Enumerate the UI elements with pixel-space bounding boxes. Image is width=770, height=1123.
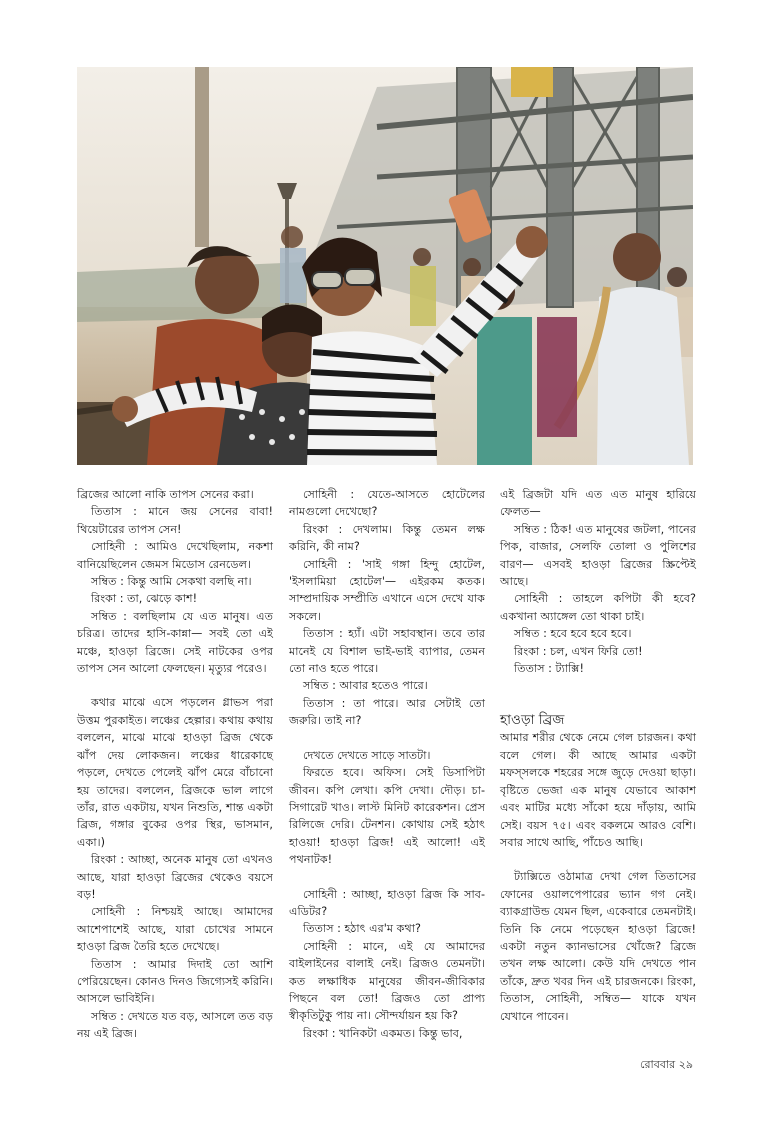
paragraph-gap: [500, 694, 696, 711]
article-paragraph: সোহিনী : 'সাই গঙ্গা হিন্দু হোটেল, 'ইসলামিয়া হোটেল'— এইরকম কতক। সাম্প্রদায়িক সম্প্রীতি এখানে এসে দেখে যাক সকলে।: [289, 557, 485, 623]
article-column-2: [289, 486, 485, 1042]
article-paragraph: তিতাস : হঠাৎ এর'ম কথা?: [303, 922, 421, 936]
article-paragraph: ব্রিজের আলো নাকি তাপস সেনের করা।: [77, 488, 254, 501]
article-paragraph: সোহিনী : মানে, এই যে আমাদের বাইলাইনের বালাই নেই। ব্রিজও তেমনটা। কত লক্ষাধিক মানুষের জীবন-জীবিকার পিছনে বল তো! ব্রিজও তো প্রাপ্য স্বীকৃতিটুকু পায় না। সৌন্দর্যায়ন হয় কি?: [289, 939, 485, 1023]
article-paragraph: ফিরতে হবে। অফিস। সেই ডিসাপিটা জীবন। কপি লেখা। কপি দেখা। দৌড়। চা-সিগারেট খাও। লাস্ট মিনিট কারেকশন। প্রেস রিলিজে দেরি। টেনশন। কোথায় সেই হঠাৎ হাওয়া! হাওড়া ব্রিজ! এই আলো! এই পথনাটক!: [289, 766, 485, 867]
article-paragraph: তিতাস : মানে জয় সেনের বাবা! থিয়েটারের তাপস সেন!: [77, 505, 273, 536]
article-paragraph: সম্বিত : কিন্তু আমি সেকথা বলছি না।: [91, 575, 252, 589]
paragraph-gap: [77, 677, 273, 694]
article-paragraph: তিতাস : ট্যাক্সি!: [514, 662, 584, 676]
article-paragraph: সম্বিত : হবে হবে হবে হবে।: [514, 627, 632, 641]
article-paragraph: সোহিনী : আমিও দেখেছিলাম, নকশা বানিয়েছিলেন জেমস মিডোস রেনডেল।: [77, 540, 273, 571]
article-paragraph: সোহিনী : নিশ্চয়ই আছে। আমাদের আশেপাশেই আছে, যারা চোখের সামনে হাওড়া ব্রিজ তৈরি হতে দেখেছে।: [77, 905, 273, 954]
article-paragraph: রিংকা : দেখলাম। কিন্তু তেমন লক্ষ করিনি, কী নাম?: [289, 522, 485, 554]
article-paragraph: সম্বিত : দেখতে যত বড়, আসলে তত বড় নয় এই ব্রিজ।: [77, 1009, 273, 1041]
article-paragraph: রিংকা : চল, এখন ফিরি তো!: [514, 644, 643, 658]
article-paragraph: সম্বিত : ঠিক! এত মানুষের জটলা, পানের পিক, বাজার, সেলফি তোলা ও পুলিশের বারণ— এসবই হাওড়া ব্রিজের স্ক্রিপ্টেই আছে।: [500, 522, 696, 589]
article-paragraph: কথার মাঝে এসে পড়লেন গ্লাভস পরা উত্তম পুরকাইত। লঞ্চের হেল্পার। কথায় কথায় বললেন, মাঝে মাঝে হাওড়া ব্রিজ থেকে ঝাঁপ দেয় লোকজন। লঞ্চের ধারেকাছে পড়লে, দেখতে পেলেই ঝাঁপ মেরে বাঁচানো হয় তাদের। বললেন, ব্রিজকে ভাল লাগে তাঁর, রাত একটায়, যখন নিশুতি, শান্ত একটা ব্রিজ, গঙ্গার বুকের ওপর স্থির, ভাসমান, একা।): [77, 696, 273, 849]
article-paragraph: সোহিনী : আচ্ছা, হাওড়া ব্রিজ কি সাব-এডিটর?: [289, 887, 485, 918]
article-paragraph: সোহিনী : তাহলে কপিটা কী হবে? একখানা অ্যাঙ্গেল তো থাকা চাই।: [500, 592, 696, 623]
article-paragraph: সম্বিত : আবার হতেও পারে।: [303, 679, 428, 693]
article-paragraph: সম্বিত : বলছিলাম যে এত মানুষ। এত চরিত্র। তাদের হাসি-কান্না— সবই তো এই মঞ্চে, হাওড়া ব্রিজে। সেই নাটকের ওপর তাপস সেন আলো ফেলছেন। মৃত্যুর পরেও।: [77, 609, 273, 676]
article-paragraph: আমার শরীর থেকে নেমে গেল চারজন। কথা বলে গেল। কী আছে আমার একটা মফস্সলকে শহরের সঙ্গে জুড়ে দেওয়া ছাড়া। বৃষ্টিতে ভেজা এক মানুষ যেভাবে আকাশ এবং মাটির মধ্যে সাঁকো হয়ে দাঁড়ায়, আমি সেই। বয়স ৭৫। এবং বকলমে আরও বেশি। সবার সাথে আছি, পাঁচেও আছি।: [500, 731, 696, 849]
article-paragraph: সোহিনী : যেতে-আসতে হোটেলের নামগুলো দেখেছো?: [289, 488, 485, 519]
page-number-label: রোববার ২৯: [640, 1058, 693, 1071]
article-paragraph: ট্যাক্সিতে ওঠামাত্র দেখা গেল তিতাসের ফোনের ওয়ালপেপারের ভ্যান গগ নেই। ব্যাকগ্রাউন্ড যেমন ছিল, একেবারে তেমনটাই। তিনি কি নেমে পড়েছেন হাওড়া ব্রিজে! একটা নতুন ক্যানভাসের খোঁজে? ব্রিজে তখন লক্ষ আলো। কেউ যদি দেখতে পান তাঁকে, দ্রুত খবর দিন এই চারজনকে। রিংকা, তিতাস, সোহিনী, সম্বিত— যাকে যখন যেখানে পাবেন।: [500, 870, 696, 1023]
article-paragraph: তিতাস : আমার দিদাই তো আশি পেরিয়েছেন। কোনও দিনও জিগ্যেসই করিনি। আসলে ভাবিইনি।: [77, 957, 273, 1006]
article-paragraph: এই ব্রিজটা যদি এত এত মানুষ হারিয়ে ফেলত—: [500, 488, 696, 519]
section-heading: হাওড়া ব্রিজ: [500, 712, 565, 729]
article-paragraph: দেখতে দেখতে সাড়ে সাতটা।: [303, 748, 431, 762]
article-column-1: [77, 486, 273, 1043]
article-paragraph: রিংকা : তা, ঝেড়ে কাশ!: [91, 592, 198, 606]
article-column-3: [500, 486, 696, 1025]
paragraph-gap: [500, 851, 696, 868]
paragraph-gap: [289, 730, 485, 747]
article-paragraph: তিতাস : তা পারে। আর সেটাই তো জরুরি। তাই না?: [289, 696, 485, 728]
page-footer: [640, 1056, 693, 1075]
article-paragraph: রিংকা : খানিকটা একমত। কিন্তু ভাব,: [303, 1026, 463, 1040]
article-paragraph: তিতাস : হ্যাঁ। এটা সহাবস্থান। তবে তার মানেই যে বিশাল ভাই-ভাই ব্যাপার, তেমন তো নাও হতে পারে।: [289, 627, 485, 676]
bridge-selfie-photo: [77, 67, 693, 465]
paragraph-gap: [500, 677, 696, 694]
paragraph-gap: [289, 869, 485, 886]
photo-illustration: [77, 67, 693, 465]
article-paragraph: রিংকা : আচ্ছা, অনেক মানুষ তো এখনও আছে, যারা হাওড়া ব্রিজের থেকেও বয়সে বড়!: [77, 853, 273, 901]
